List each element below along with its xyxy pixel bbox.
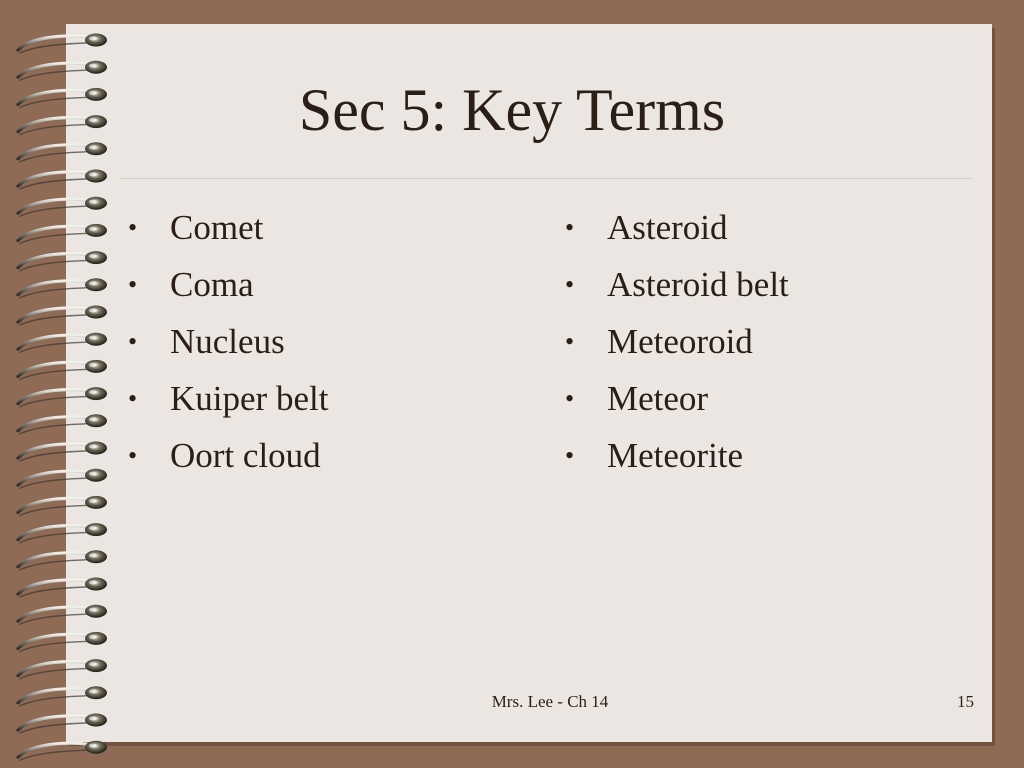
spiral-ring: [18, 224, 107, 244]
list-item: [126, 205, 328, 262]
term-meteorite: Meteorite: [607, 436, 744, 475]
spiral-ring: [18, 278, 107, 298]
spiral-ring: [18, 414, 107, 434]
term-asteroid-belt: Asteroid belt: [607, 265, 789, 304]
spiral-ring: [18, 523, 107, 543]
spiral-ring: [18, 578, 107, 598]
spiral-ring: [18, 251, 107, 271]
spiral-ring: [18, 632, 107, 652]
list-item: [563, 205, 789, 262]
spiral-ring: [18, 306, 107, 326]
term-meteor: Meteor: [607, 379, 709, 418]
spiral-ring: [18, 34, 107, 54]
term-asteroid: Asteroid: [607, 208, 728, 247]
bullet-icon: •: [128, 270, 138, 299]
term-nucleus: Nucleus: [170, 322, 285, 361]
list-item: [563, 262, 789, 319]
spiral-ring: [18, 387, 107, 407]
right-term-list: [563, 205, 789, 490]
term-kuiper-belt: Kuiper belt: [170, 379, 329, 418]
bullet-icon: •: [565, 270, 575, 299]
spiral-ring: [18, 550, 107, 570]
list-item: [563, 319, 789, 376]
term-comet: Comet: [170, 208, 264, 247]
spiral-ring: [18, 442, 107, 462]
bullet-icon: •: [565, 327, 575, 356]
spiral-ring: [18, 170, 107, 190]
list-item: [126, 262, 328, 319]
title-divider: [120, 178, 972, 179]
term-oort-cloud: Oort cloud: [170, 436, 321, 475]
spiral-ring: [18, 659, 107, 679]
spiral-ring: [18, 197, 107, 217]
spiral-ring: [18, 333, 107, 353]
list-item: [126, 376, 328, 433]
spiral-ring: [18, 605, 107, 625]
page-title: Sec 5: Key Terms: [298, 77, 726, 143]
term-meteoroid: Meteoroid: [607, 322, 753, 361]
bullet-icon: •: [565, 213, 575, 242]
spiral-ring: [18, 741, 107, 761]
bullet-icon: •: [128, 441, 138, 470]
bullet-icon: •: [128, 213, 138, 242]
spiral-ring: [18, 469, 107, 489]
slide-number: 15: [957, 692, 974, 711]
list-item: [563, 433, 789, 490]
bullet-icon: •: [565, 441, 575, 470]
list-item: [126, 319, 328, 376]
spiral-ring: [18, 496, 107, 516]
list-item: [563, 376, 789, 433]
left-term-list: [126, 205, 328, 490]
list-item: [126, 433, 328, 490]
bullet-icon: •: [565, 384, 575, 413]
footer-text: Mrs. Lee - Ch 14: [491, 692, 609, 711]
bullet-icon: •: [128, 384, 138, 413]
spiral-ring: [18, 714, 107, 734]
term-coma: Coma: [170, 265, 254, 304]
spiral-ring: [18, 360, 107, 380]
bullet-icon: •: [128, 327, 138, 356]
spiral-ring: [18, 686, 107, 706]
